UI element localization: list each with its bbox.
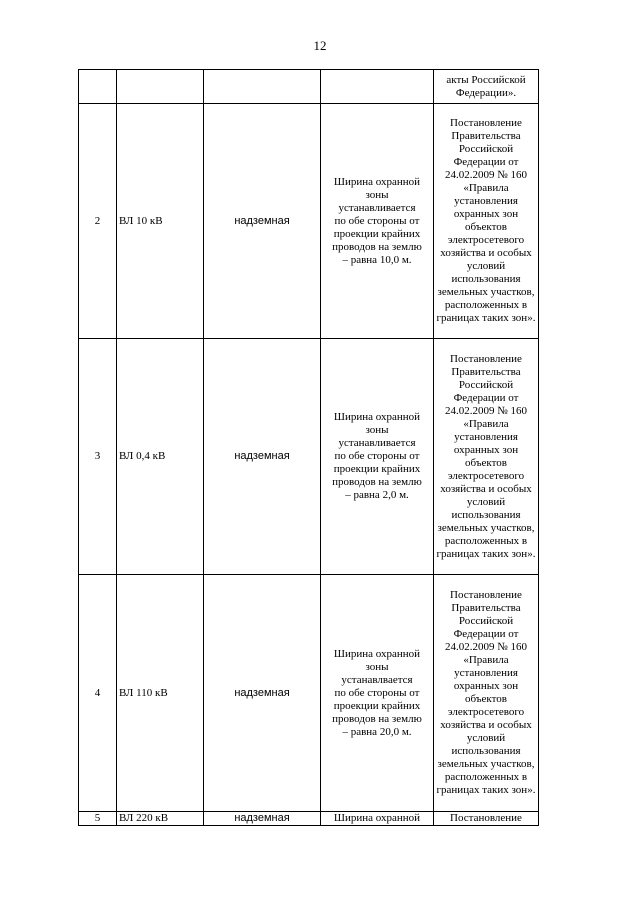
legal-act-line: установления	[454, 195, 518, 207]
legal-act-line: Правительства	[451, 602, 521, 614]
description-line: устанавлвается	[341, 673, 413, 686]
legal-act-cell	[434, 104, 539, 339]
page-number: 12	[313, 38, 327, 53]
description-line: проекции крайних	[333, 227, 421, 240]
zone-description-cell	[321, 104, 434, 339]
description-line: проекции крайних	[333, 463, 421, 475]
zone-description-cell	[321, 70, 434, 104]
legal-act-cell	[434, 70, 539, 104]
legal-act-line: охранных зон	[453, 443, 519, 456]
legal-act-line: земельных участков,	[437, 286, 535, 298]
description-line: по обе стороны от	[334, 214, 420, 227]
legal-act-line: Российской	[458, 378, 514, 391]
legal-act-line: Российской	[458, 143, 514, 155]
description-line: проводов на землю	[332, 240, 422, 253]
description-line: – равна 2,0 м.	[345, 489, 409, 501]
row-number-cell: 5	[79, 812, 117, 826]
legal-act-line: электросетевого	[447, 706, 525, 718]
object-name-cell: ВЛ 0,4 кВ	[117, 339, 204, 575]
description-line: Ширина охранной	[333, 812, 421, 824]
object-type-cell: надземная	[204, 339, 321, 575]
description-line: устанавливается	[338, 201, 416, 214]
description-line: Ширина охранной	[333, 411, 421, 423]
description-line: Ширина охранной	[333, 175, 421, 188]
object-type-cell: надземная	[204, 575, 321, 812]
object-name-cell: ВЛ 10 кВ	[117, 104, 204, 339]
row-number-cell	[79, 70, 117, 104]
legal-act-line: Постановление	[450, 352, 522, 365]
legal-act-line: объектов	[465, 221, 507, 233]
legal-act-line: Правительства	[451, 365, 521, 378]
object-type-cell	[204, 70, 321, 104]
legal-act-line: Постановление	[450, 812, 522, 824]
legal-act-cell	[434, 812, 539, 826]
legal-act-line: границах таких зон».	[436, 784, 536, 796]
legal-act-line: Федерации».	[455, 86, 517, 99]
object-name-cell: ВЛ 220 кВ	[117, 812, 204, 826]
legal-act-line: Постановление	[450, 589, 522, 601]
legal-act-line: расположенных в	[444, 299, 528, 311]
legal-act-line: электросетевого	[447, 234, 525, 246]
legal-act-line: «Правила	[463, 654, 509, 666]
description-line: устанавливается	[338, 437, 416, 449]
legal-act-line: 24.02.2009 № 160	[445, 641, 527, 653]
description-line: – равна 20,0 м.	[342, 725, 412, 738]
legal-act-line: расположенных в	[444, 534, 528, 547]
legal-act-line: установления	[454, 430, 518, 443]
object-name-cell	[117, 70, 204, 104]
legal-act-line: охранных зон	[453, 208, 519, 220]
legal-act-cell	[434, 575, 539, 812]
description-line: проекции крайних	[333, 699, 421, 712]
legal-act-line: Правительства	[451, 130, 521, 142]
legal-act-line: условий	[466, 495, 506, 508]
description-line: Ширина охранной	[333, 647, 421, 660]
legal-act-line: использования	[451, 273, 521, 285]
description-line: проводов на землю	[332, 712, 422, 725]
row-number-cell: 3	[79, 339, 117, 575]
legal-act-line: Федерации от	[453, 628, 519, 640]
legal-act-line: установления	[454, 667, 518, 679]
description-line: проводов на землю	[332, 476, 422, 488]
row-number-cell: 4	[79, 575, 117, 812]
legal-act-line: хозяйства и особых	[440, 719, 532, 731]
legal-act-line: хозяйства и особых	[440, 482, 532, 495]
legal-act-line: акты Российской	[446, 73, 526, 86]
description-line: зоны	[365, 660, 389, 673]
legal-act-line: 24.02.2009 № 160	[445, 169, 527, 181]
zone-description-cell	[321, 812, 434, 826]
zone-description-cell	[321, 575, 434, 812]
legal-act-line: хозяйства и особых	[440, 247, 532, 259]
table-row	[79, 339, 539, 575]
legal-act-line: электросетевого	[447, 469, 525, 482]
zones-table	[78, 69, 539, 826]
legal-act-line: объектов	[465, 693, 507, 705]
object-type-cell: надземная	[204, 104, 321, 339]
object-type-cell: надземная	[204, 812, 321, 826]
legal-act-line: границах таких зон».	[436, 312, 536, 324]
legal-act-line: расположенных в	[444, 771, 528, 783]
zone-description-cell	[321, 339, 434, 575]
legal-act-line: 24.02.2009 № 160	[445, 404, 527, 417]
legal-act-line: границах таких зон».	[436, 547, 536, 560]
legal-act-line: условий	[466, 260, 506, 272]
legal-act-line: охранных зон	[453, 680, 519, 692]
legal-act-line: Постановление	[450, 117, 522, 129]
description-line: по обе стороны от	[334, 686, 420, 699]
legal-act-line: объектов	[465, 456, 507, 469]
legal-act-line: Федерации от	[453, 391, 519, 404]
table-row	[79, 70, 539, 104]
legal-act-cell	[434, 339, 539, 575]
description-line: зоны	[365, 424, 389, 436]
legal-act-line: земельных участков,	[437, 521, 535, 534]
description-line: зоны	[365, 188, 389, 201]
table-row	[79, 575, 539, 812]
object-name-cell: ВЛ 110 кВ	[117, 575, 204, 812]
legal-act-line: земельных участков,	[437, 758, 535, 770]
table-row	[79, 812, 539, 826]
legal-act-line: «Правила	[463, 417, 509, 430]
legal-act-line: «Правила	[463, 182, 509, 194]
legal-act-line: использования	[451, 508, 521, 521]
legal-act-line: условий	[466, 732, 506, 744]
description-line: – равна 10,0 м.	[342, 253, 412, 266]
legal-act-line: Российской	[458, 615, 514, 627]
legal-act-line: использования	[451, 745, 521, 757]
row-number-cell: 2	[79, 104, 117, 339]
description-line: по обе стороны от	[334, 450, 420, 462]
table-row	[79, 104, 539, 339]
legal-act-line: Федерации от	[453, 156, 519, 168]
